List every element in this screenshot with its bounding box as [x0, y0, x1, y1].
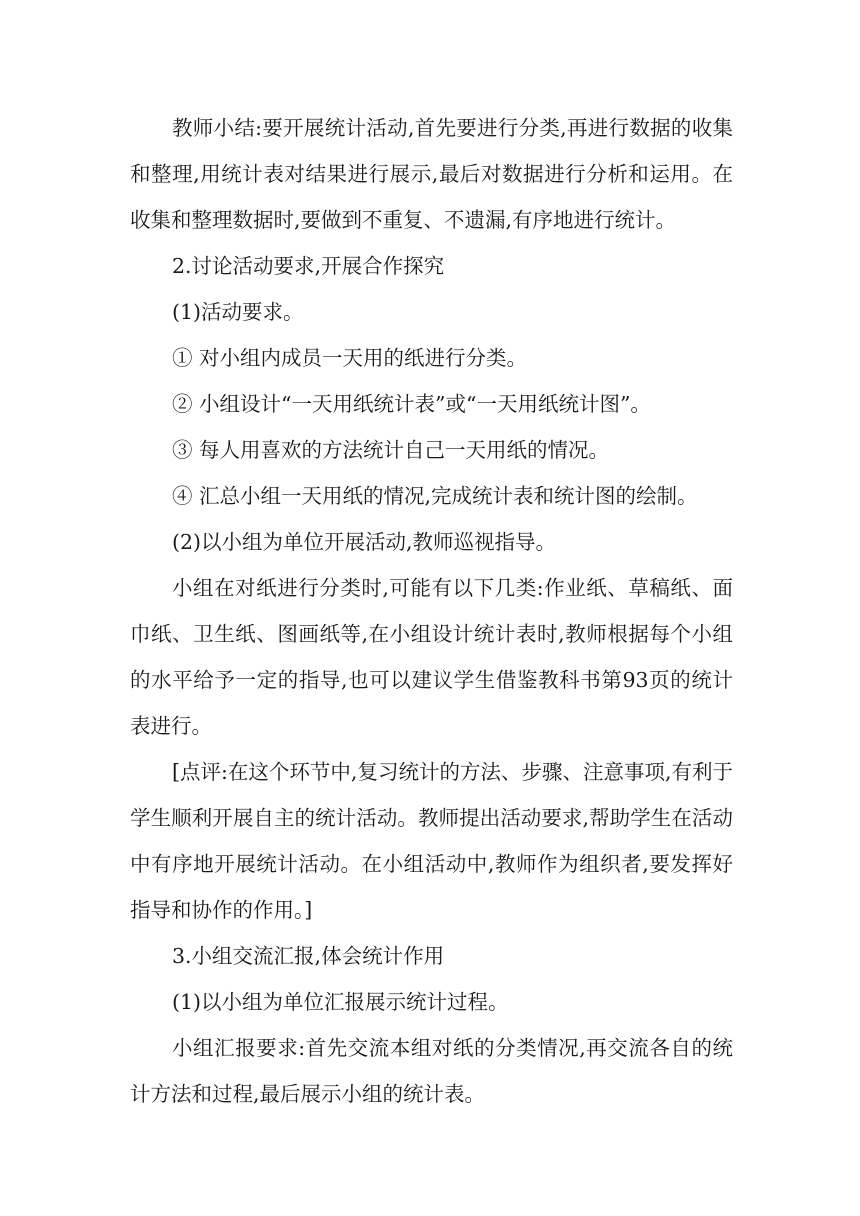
section-2-heading: 2.讨论活动要求,开展合作探究 [172, 254, 445, 278]
document-body [130, 105, 733, 1117]
section-3-heading: 3.小组交流汇报,体会统计作用 [172, 944, 445, 968]
teacher-summary-paragraph: 教师小结:要开展统计活动,首先要进行分类,再进行数据的收集和整理,用统计表对结果进行展示,最后对数据进行分析和运用。在收集和整理数据时,要做到不重复、不遗漏,有序地进行统计。 [130, 116, 733, 232]
group-report-heading: (1)以小组为单位汇报展示统计过程。 [172, 990, 509, 1014]
requirement-item-1: ① 对小组内成员一天用的纸进行分类。 [172, 346, 528, 370]
report-requirements-paragraph: 小组汇报要求:首先交流本组对纸的分类情况,再交流各自的统计方法和过程,最后展示小组的统计表。 [130, 1036, 733, 1106]
activity-requirements-heading: (1)活动要求。 [172, 300, 304, 324]
group-activity-heading: (2)以小组为单位开展活动,教师巡视指导。 [172, 530, 557, 554]
requirement-item-3: ③ 每人用喜欢的方法统计自己一天用纸的情况。 [172, 438, 610, 462]
requirement-item-2: ② 小组设计“一天用纸统计表”或“一天用纸统计图”。 [172, 392, 651, 416]
requirement-item-4: ④ 汇总小组一天用纸的情况,完成统计表和统计图的绘制。 [172, 484, 698, 508]
paper-classification-paragraph: 小组在对纸进行分类时,可能有以下几类:作业纸、草稿纸、面巾纸、卫生纸、图画纸等,在小组设计统计表时,教师根据每个小组的水平给予一定的指导,也可以建议学生借鉴教科书第93页的统计表进行。 [130, 576, 733, 738]
commentary-paragraph: [点评:在这个环节中,复习统计的方法、步骤、注意事项,有利于学生顺利开展自主的统计活动。教师提出活动要求,帮助学生在活动中有序地开展统计活动。在小组活动中,教师作为组织者,要发挥好指导和协作的作用。] [130, 760, 733, 922]
